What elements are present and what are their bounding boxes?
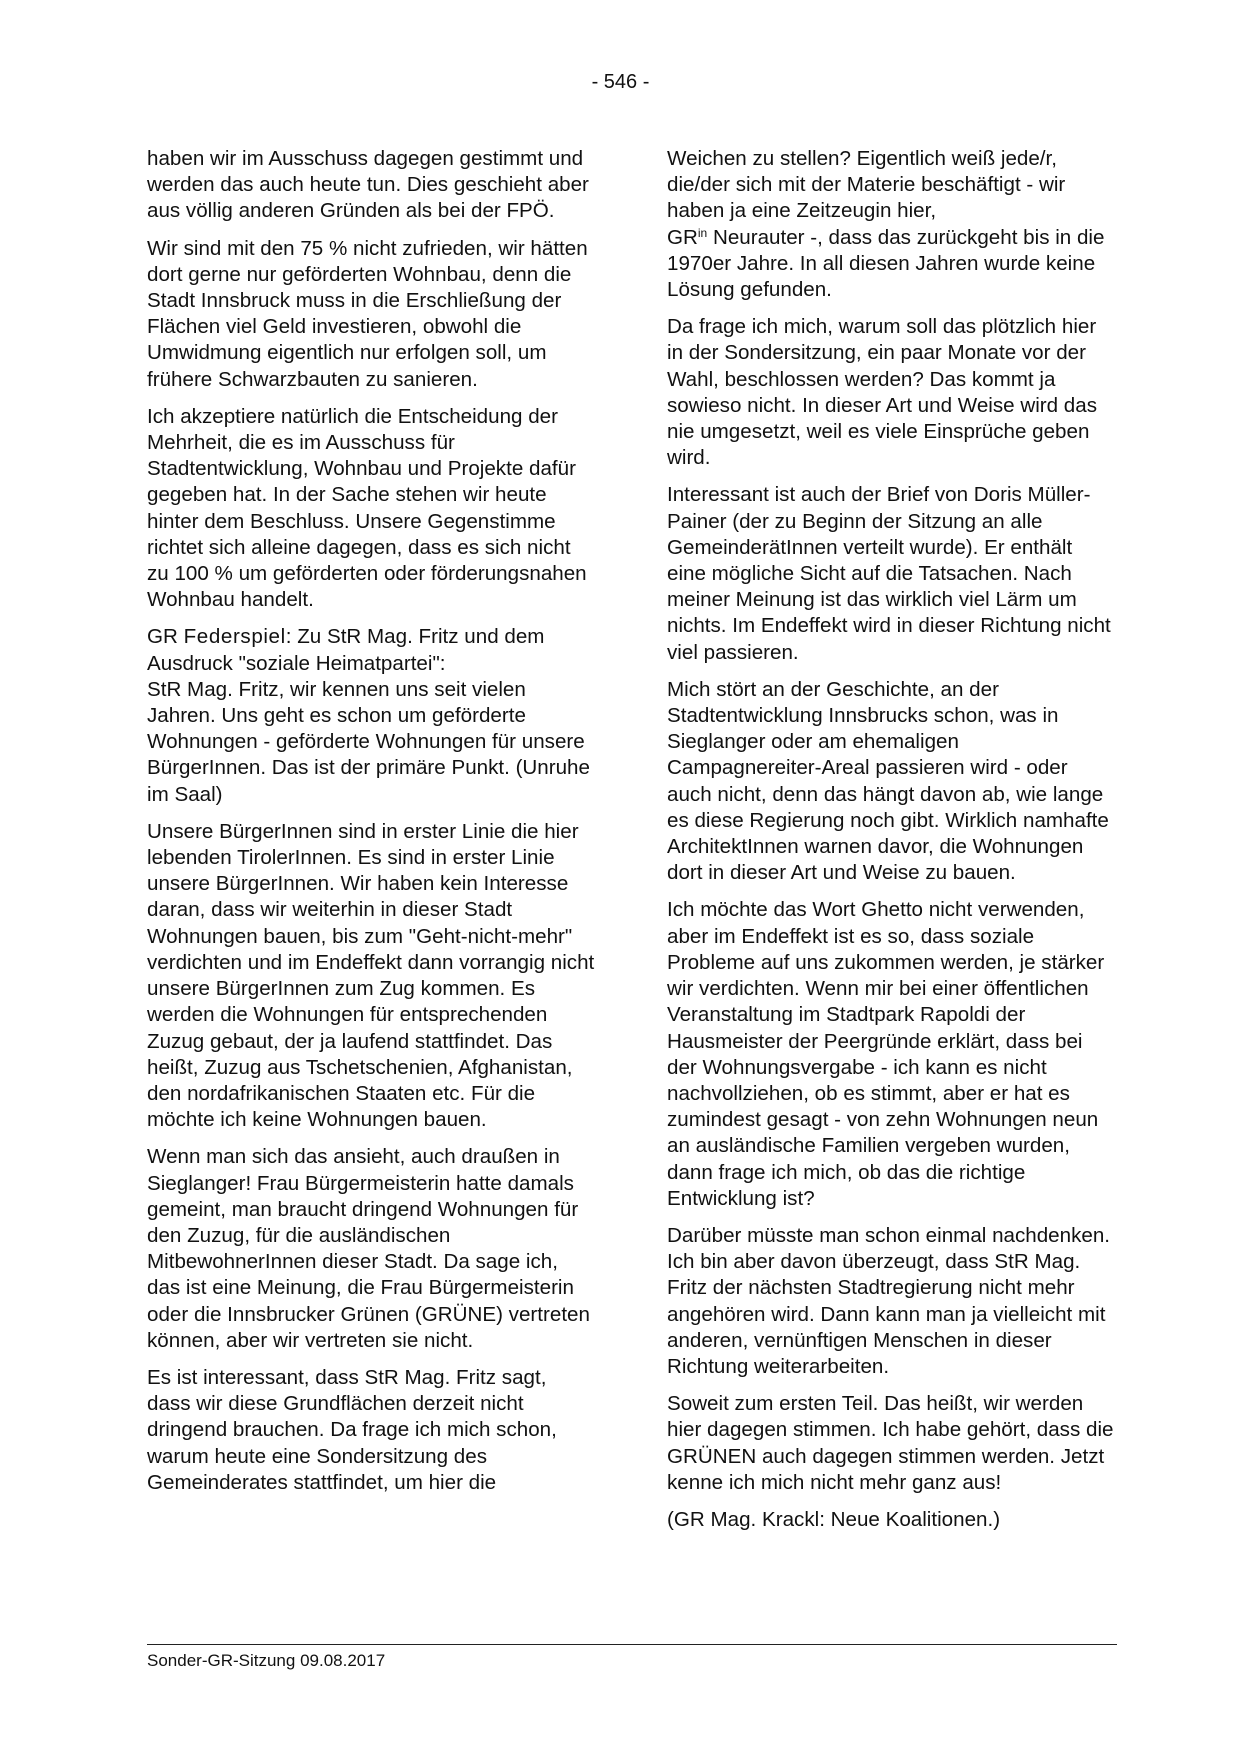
speech-paragraph [147,624,595,807]
paragraph-text: Neurauter -, dass das zurückgeht bis in die 1970er Jahre. In all diesen Jahren wurde keine Lösung gefunden. [667,225,1105,302]
right-column [667,146,1115,1544]
paragraph: Es ist interessant, dass StR Mag. Fritz sagt, dass wir diese Grundflächen derzeit nicht dringend brauchen. Da frage ich mich schon, warum heute eine Sondersitzung des Gemeinderates stattfindet, um hier die [147,1365,557,1494]
paragraph: Ich möchte das Wort Ghetto nicht verwenden, aber im Endeffekt ist es so, dass soziale Probleme auf uns zukommen werden, je stärker wir verdichten. Wenn mir bei einer öffentlichen Veranstaltung im Stadtpark Rapoldi der Hausmeister der Peergründe erklärt, dass bei der Wohnungsvergabe - ich kann es nicht nachvollziehen, ob es stimmt, aber er hat es zumindest gesagt - von zehn Wohnungen neun an ausländische Familien vergeben wurden, dann frage ich mich, ob das die richtige Entwicklung ist? [667,898,1105,1210]
title-superscript: in [697,225,708,240]
speaker-name: Federspiel [183,625,286,649]
paragraph: Da frage ich mich, warum soll das plötzlich hier in der Sondersitzung, ein paar Monate vor der Wahl, beschlossen werden? Das kommt ja sowieso nicht. In dieser Art und Weise wird das nie umgesetzt, weil es viele Einsprüche geben wird. [667,315,1098,470]
paragraph: Interessant ist auch der Brief von Doris Müller-Painer (der zu Beginn der Sitzung an alle GemeinderätInnen verteilt wurde). Er enthält eine mögliche Sicht auf die Tatsachen. Nach meiner Meinung ist das wirklich viel Lärm um nichts. Im Endeffekt wird in dieser Richtung nicht viel passieren. [667,483,1111,664]
page-number: - 546 - [591,71,650,93]
paragraph: Wenn man sich das ansieht, auch draußen in Sieglanger! Frau Bürgermeisterin hatte damals gemeint, man braucht dringend Wohnungen für den Zuzug, für die ausländischen MitbewohnerInnen dieser Stadt. Da sage ich, das ist eine Meinung, die Frau Bürgermeisterin oder die Innsbrucker Grünen (GRÜNE) vertreten können, aber wir vertreten sie nicht. [147,1145,590,1352]
paragraph-text: Weichen zu stellen? Eigentlich weiß jede/r, die/der sich mit der Materie beschäftigt - wir haben ja eine Zeitzeugin hier, [667,147,1066,223]
footer-session-label: Sonder-GR-Sitzung 09.08.2017 [147,1651,386,1670]
paragraph: Wir sind mit den 75 % nicht zufrieden, wir hätten dort gerne nur geförderten Wohnbau, denn die Stadt Innsbruck muss in die Erschließung der Flächen viel Geld investieren, obwohl die Umwidmung eigentlich nur erfolgen soll, um frühere Schwarzbauten zu sanieren. [147,236,588,391]
paragraph: Ich akzeptiere natürlich die Entscheidung der Mehrheit, die es im Ausschuss für Stadtentwicklung, Wohnbau und Projekte dafür gegeben hat. In der Sache stehen wir heute hinter dem Beschluss. Unsere Gegenstimme richtet sich alleine dagegen, dass es sich nicht zu 100 % um geförderten oder förderungsnahen Wohnbau handelt. [147,404,587,612]
footer-divider [147,1644,1117,1645]
paragraph [667,146,1115,303]
speech-text: StR Mag. Fritz, wir kennen uns seit vielen Jahren. Uns geht es schon um geförderte Wohnungen - geförderte Wohnungen für unsere BürgerInnen. Das ist der primäre Punkt. (Unruhe im Saal) [147,677,590,806]
interjection: (GR Mag. Krackl: Neue Koalitionen.) [667,1507,1001,1531]
speaker-title: GR [147,625,184,649]
paragraph: Soweit zum ersten Teil. Das heißt, wir werden hier dagegen stimmen. Ich habe gehört, dass die GRÜNEN auch dagegen stimmen werden. Jetzt kenne ich mich nicht mehr ganz aus! [667,1392,1114,1494]
paragraph: Unsere BürgerInnen sind in erster Linie die hier lebenden TirolerInnen. Es sind in erster Linie unsere BürgerInnen. Wir haben kein Interesse daran, dass wir weiterhin in dieser Stadt Wohnungen bauen, bis zum "Geht-nicht-mehr" verdichten und im Endeffekt dann vorrangig nicht unsere BürgerInnen zum Zug kommen. Es werden die Wohnungen für entsprechenden Zuzug gebaut, der ja laufend stattfindet. Das heißt, Zuzug aus Tschetschenien, Afghanistan, den nordafrikanischen Staaten etc. Für die möchte ich keine Wohnungen bauen. [147,819,595,1132]
paragraph: Mich stört an der Geschichte, an der Stadtentwicklung Innsbrucks schon, was in Sieglanger oder am ehemaligen Campagnereiter-Areal passieren wird - oder auch nicht, denn das hängt davon ab, wie lange es diese Regierung noch gibt. Wirklich namhafte ArchitektInnen warnen davor, die Wohnungen dort in dieser Art und Weise zu bauen. [667,677,1109,885]
title-abbreviation: GR [667,225,698,249]
left-column [147,146,595,1507]
speech-intro: : Zu StR Mag. Fritz und dem Ausdruck "soziale Heimatpartei": [147,625,545,675]
paragraph: Darüber müsste man schon einmal nachdenken. Ich bin aber davon überzeugt, dass StR Mag. Fritz der nächsten Stadtregierung nicht mehr angehören wird. Dann kann man ja vielleicht mit anderen, vernünftigen Menschen in dieser Richtung weiterarbeiten. [667,1223,1111,1378]
paragraph: haben wir im Ausschuss dagegen gestimmt und werden das auch heute tun. Dies geschieht aber aus völlig anderen Gründen als bei der FPÖ. [147,147,589,223]
